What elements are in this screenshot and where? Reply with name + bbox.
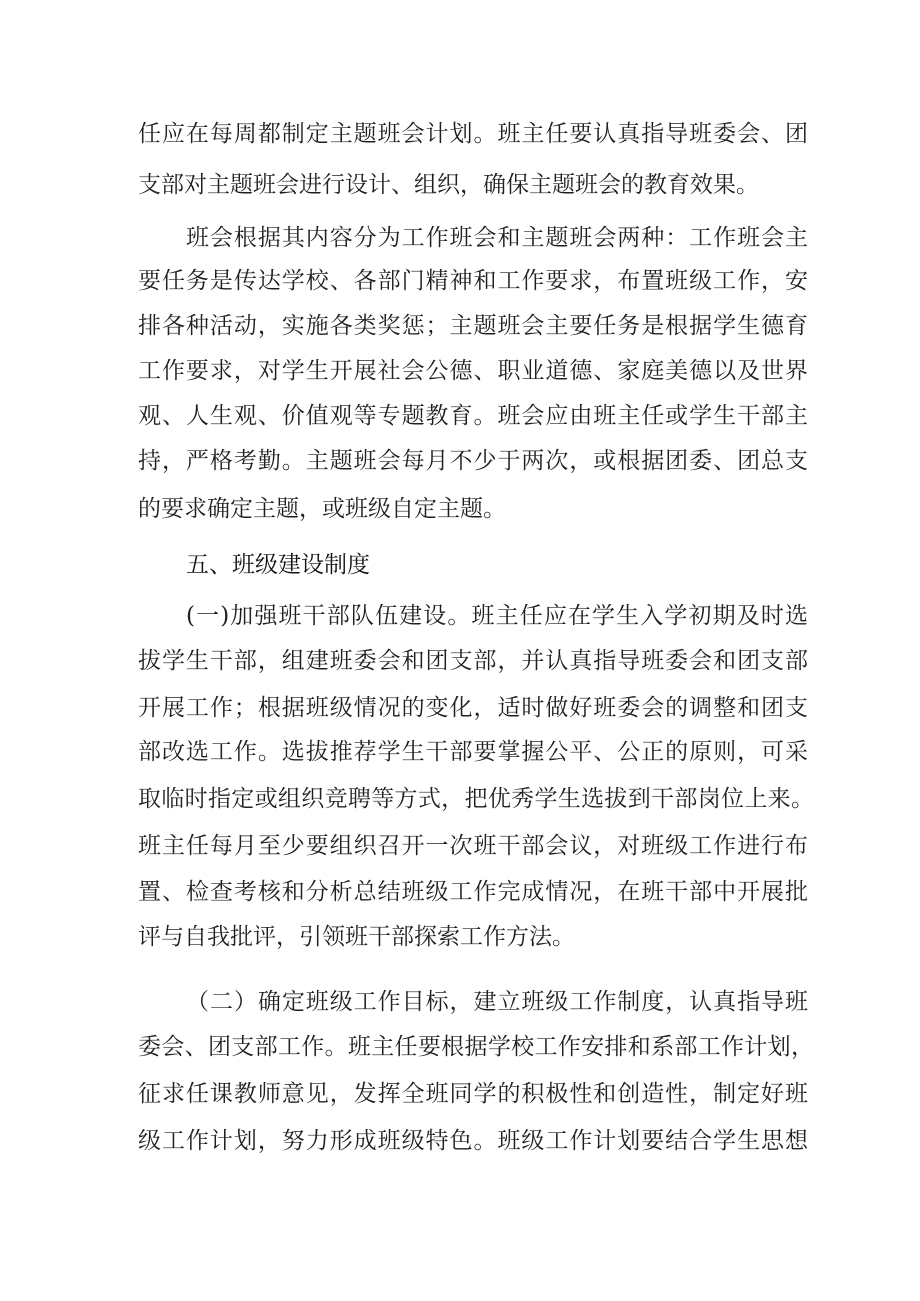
text-line: 征求任课教师意见，发挥全班同学的积极性和创造性，制定好班 xyxy=(138,1081,808,1107)
text-line: 排各种活动，实施各类奖惩；主题班会主要任务是根据学生德育 xyxy=(138,313,808,339)
text-line: 拔学生干部，组建班委会和团支部，并认真指导班委会和团支部 xyxy=(138,648,808,674)
text-line: 的要求确定主题，或班级自定主题。 xyxy=(138,496,506,522)
text-line: 观、人生观、价值观等专题教育。班会应由班主任或学生干部主 xyxy=(138,403,808,429)
text-line: 评与自我批评，引领班干部探索工作方法。 xyxy=(138,924,575,950)
text-line: 班会根据其内容分为工作班会和主题班会两种：工作班会主 xyxy=(186,225,808,251)
text-line: 级工作计划，努力形成班级特色。班级工作计划要结合学生思想 xyxy=(138,1128,808,1154)
section-heading: 五、班级建设制度 xyxy=(186,552,370,578)
text-line: 班主任每月至少要组织召开一次班干部会议，对班级工作进行布 xyxy=(138,833,808,859)
text-line: 部改选工作。选拔推荐学生干部要掌握公平、公正的原则，可采 xyxy=(138,739,808,765)
text-line: （二）确定班级工作目标，建立班级工作制度，认真指导班 xyxy=(186,989,808,1015)
text-line: 取临时指定或组织竞聘等方式，把优秀学生选拔到干部岗位上来。 xyxy=(138,786,814,812)
text-line: 委会、团支部工作。班主任要根据学校工作安排和系部工作计划， xyxy=(138,1034,814,1060)
text-line: (一)加强班干部队伍建设。班主任应在学生入学初期及时选 xyxy=(186,603,808,629)
text-line: 工作要求，对学生开展社会公德、职业道德、家庭美德以及世界 xyxy=(138,358,808,384)
text-line: 任应在每周都制定主题班会计划。班主任要认真指导班委会、团 xyxy=(138,121,808,147)
text-line: 开展工作；根据班级情况的变化，适时做好班委会的调整和团支 xyxy=(138,695,808,721)
text-line: 持，严格考勤。主题班会每月不少于两次，或根据团委、团总支 xyxy=(138,448,808,474)
text-line: 置、检查考核和分析总结班级工作完成情况，在班干部中开展批 xyxy=(138,879,808,905)
text-line: 支部对主题班会进行设计、组织，确保主题班会的教育效果。 xyxy=(138,172,759,198)
text-line: 要任务是传达学校、各部门精神和工作要求，布置班级工作，安 xyxy=(138,268,808,294)
